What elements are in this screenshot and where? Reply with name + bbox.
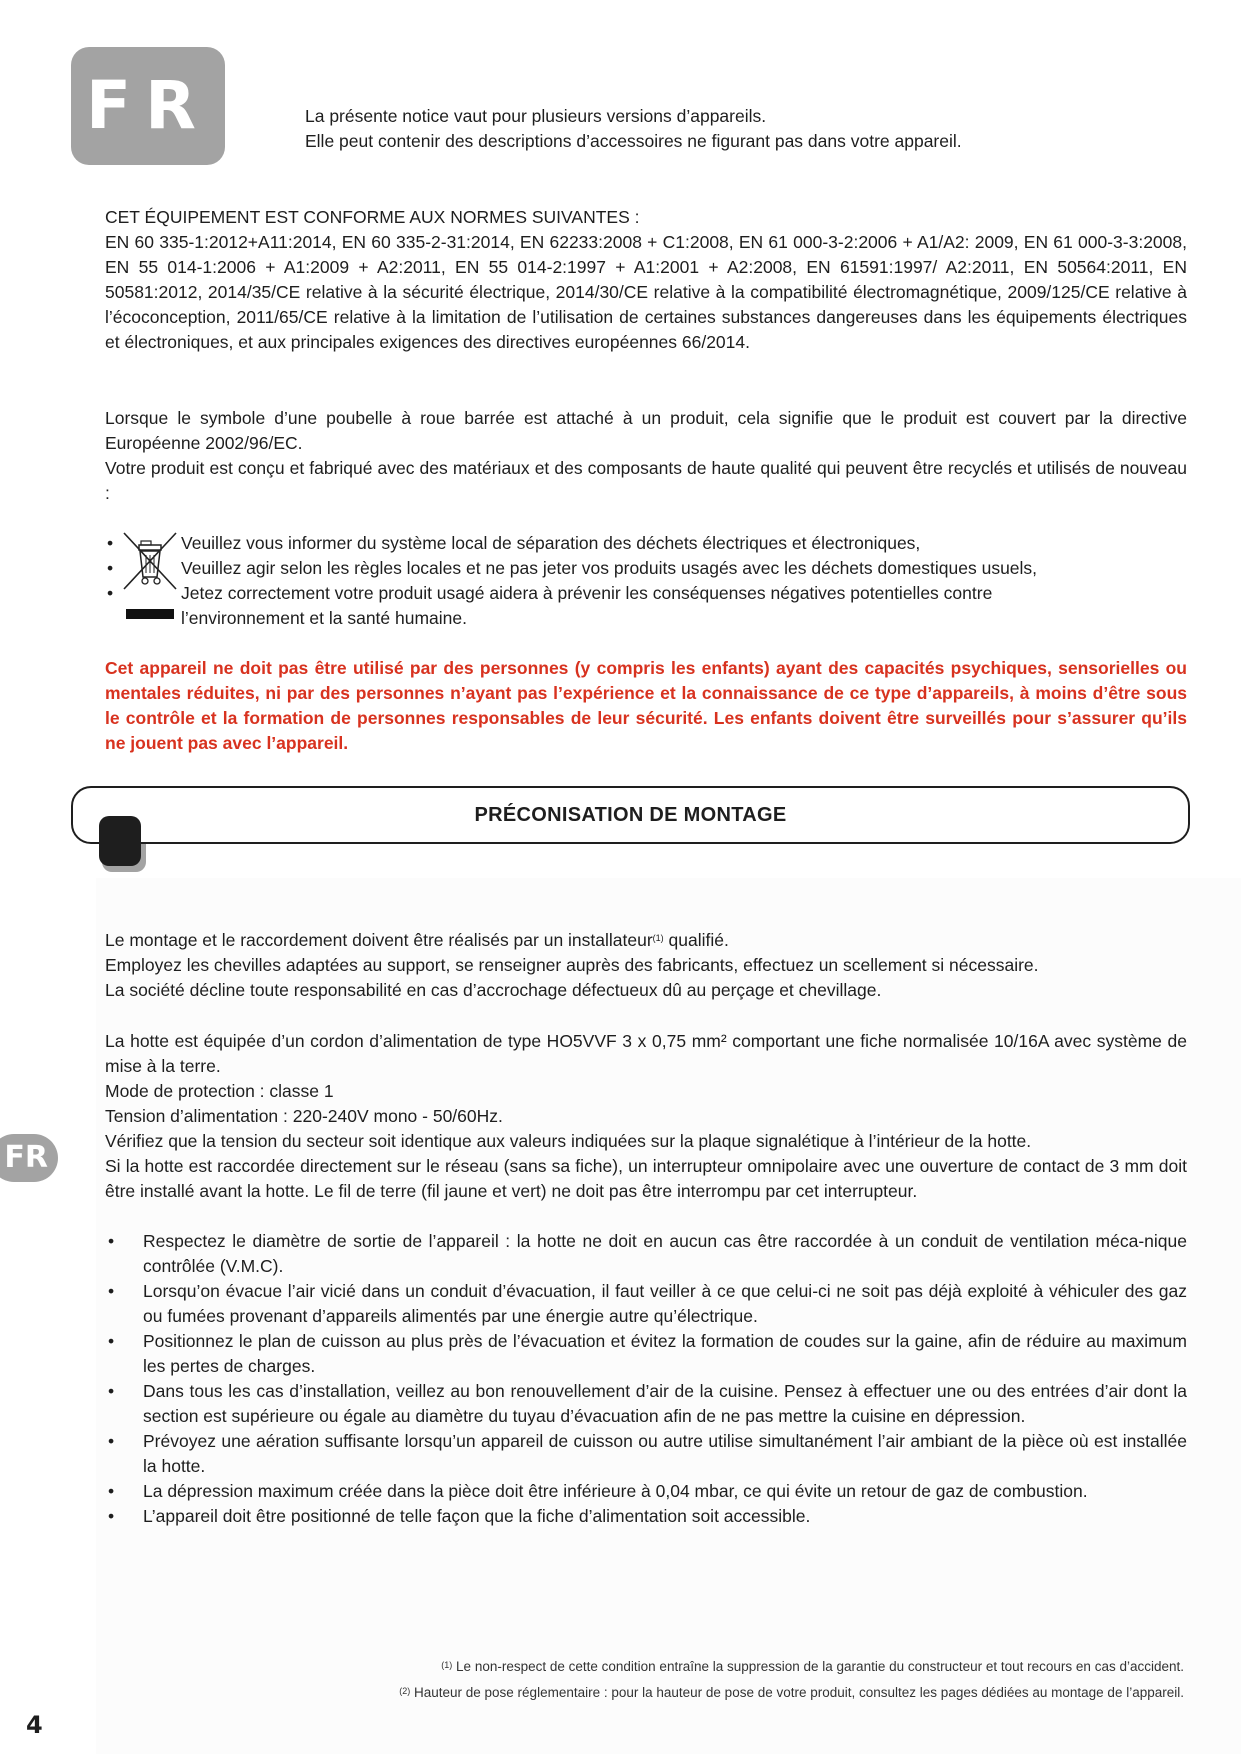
- side-language-tab: FR: [0, 1134, 58, 1182]
- power-line: Vérifiez que la tension du secteur soit identique aux valeurs indiquées sur la plaque signalétique à l’intérieur de la hotte.: [105, 1131, 1032, 1151]
- installation-line: La société décline toute responsabilité en cas d’accrochage défectueux dû au perçage et chevillage.: [105, 980, 882, 1000]
- weee-list: [105, 531, 1105, 631]
- recommendation-item: • Respectez le diamètre de sortie de l’appareil : la hotte ne doit en aucun cas être raccordée à un conduit de ventilation méca-nique contrôlée (V.M.C).: [108, 1231, 1187, 1276]
- page-number: 4: [26, 1711, 43, 1739]
- section-tab-marker: [99, 816, 141, 866]
- norms-heading: CET ÉQUIPEMENT EST CONFORME AUX NORMES SUIVANTES :: [105, 207, 640, 227]
- power-paragraph: La hotte est équipée d’un cordon d’alimentation de type HO5VVF 3 x 0,75 mm² comportant une fiche normalisée 10/16A avec système de mise à la terre.: [105, 1031, 1187, 1076]
- norms-text: EN 60 335-1:2012+A11:2014, EN 60 335-2-31:2014, EN 62233:2008 + C1:2008, EN 61 000-3-2:2006 + A1/A2: 2009, EN 61 000-3-3:2008, EN 55 014-1:2006 + A1:2009 + A2:2011, EN 55 014-2:1997 + A1:2001 + A2:2008, EN 61591:1997/ A2:2011, EN 50564:2011, EN 50581:2012, 2014/35/CE relative à la sécurité électrique, 2014/30/CE relative à la compatibilité électromagnétique, 2009/125/CE relative à l’écoconception, 2011/65/CE relative à la limitation de l’utilisation de certaines substances dangereuses dans les équipements électriques et électroniques, et aux principales exigences des directives européennes 66/2014.: [105, 232, 1187, 352]
- weee-section: [105, 406, 1187, 506]
- footnotes: [399, 1654, 1184, 1706]
- recommendation-item: • La dépression maximum créée dans la pièce doit être inférieure à 0,04 mbar, ce qui évite un retour de gaz de combustion.: [108, 1481, 1088, 1501]
- intro-line: La présente notice vaut pour plusieurs versions d’appareils.: [305, 106, 767, 126]
- crossed-out-wheelie-bin-icon: [122, 531, 178, 591]
- installation-notes: [105, 928, 1187, 1003]
- intro-line: Elle peut contenir des descriptions d’accessoires ne figurant pas dans votre appareil.: [305, 131, 962, 151]
- installation-line: Le montage et le raccordement doivent être réalisés par un installateur$^{(1)}$ qualifié.: [105, 930, 729, 950]
- section-header: [71, 786, 1190, 844]
- safety-warning: Cet appareil ne doit pas être utilisé par des personnes (y compris les enfants) ayant des capacités psychiques, sensorielles ou mentales réduites, ni par des personnes n’ayant pas l’expérience et la connaissance de ce type d’appareils, à moins d’être sous le contrôle et la formation de personnes responsables de leur sécurité. Les enfants doivent être surveillés pour s’assurer qu’ils ne jouent pas avec l’appareil.: [105, 658, 1187, 753]
- installation-recommendations: [105, 1229, 1187, 1529]
- power-line: Mode de protection : classe 1: [105, 1081, 334, 1101]
- power-line: Tension d’alimentation : 220-240V mono - 50/60Hz.: [105, 1106, 503, 1126]
- weee-list-item: l’environnement et la santé humaine.: [181, 608, 468, 628]
- footnote-ref: (1): [652, 933, 664, 943]
- recommendation-item: • Positionnez le plan de cuisson au plus près de l’évacuation et évitez la formation de coudes sur la gaine, afin de réduire au maximum les pertes de charges.: [108, 1331, 1187, 1376]
- weee-paragraph: Lorsque le symbole d’une poubelle à roue barrée est attaché à un produit, cela signifie que le produit est couvert par la directive Européenne 2002/96/EC.: [105, 408, 1187, 453]
- language-badge: FR: [71, 47, 225, 165]
- installation-line: Employez les chevilles adaptées au support, se renseigner auprès des fabricants, effectuez un scellement si nécessaire.: [105, 955, 1039, 975]
- weee-list-item: • Veuillez vous informer du système local de séparation des déchets électriques et électroniques,: [107, 533, 921, 553]
- weee-list-item: • Veuillez agir selon les règles locales et ne pas jeter vos produits usagés avec les déchets domestiques usuels,: [107, 558, 1038, 578]
- intro-notice: [305, 104, 962, 154]
- norms-section: [105, 205, 1187, 355]
- footnote: $^{(1)}$ Le non-respect de cette condition entraîne la suppression de la garantie du constructeur et tout recours en cas d’accident.: [441, 1659, 1184, 1674]
- weee-black-bar: [126, 609, 174, 619]
- recommendation-item: • L’appareil doit être positionné de telle façon que la fiche d’alimentation soit accessible.: [108, 1506, 811, 1526]
- power-paragraph: Si la hotte est raccordée directement sur le réseau (sans sa fiche), un interrupteur omnipolaire avec une ouverture de contact de 3 mm doit être installé avant la hotte. Le fil de terre (fil jaune et vert) ne doit pas être interrompu par cet interrupteur.: [105, 1156, 1187, 1201]
- section-title: PRÉCONISATION DE MONTAGE: [474, 804, 787, 826]
- recommendation-item: • Dans tous les cas d’installation, veillez au bon renouvellement d’air de la cuisine. Pensez à effectuer une ou des entrées d’air dont la section est supérieure ou égale au diamètre du tuyau d’évacuation afin de ne pas mettre la cuisine en dépression.: [108, 1381, 1187, 1426]
- power-supply-notes: [105, 1029, 1187, 1204]
- recommendation-item: • Lorsqu’on évacue l’air vicié dans un conduit d’évacuation, il faut veiller à ce que celui-ci ne soit pas déjà exploité à véhiculer des gaz ou fumées provenant d’appareils alimentés par une énergie autre qu’électrique.: [108, 1281, 1187, 1326]
- recommendation-item: • Prévoyez une aération suffisante lorsqu’un appareil de cuisson ou autre utilise simultanément l’air ambiant de la pièce où est installée la hotte.: [108, 1431, 1187, 1476]
- footnote: $^{(2)}$ Hauteur de pose réglementaire : pour la hauteur de pose de votre produit, consultez les pages dédiées au montage de l’appareil.: [399, 1685, 1184, 1700]
- weee-paragraph: Votre produit est conçu et fabriqué avec des matériaux et des composants de haute qualité qui peuvent être recyclés et utilisés de nouveau :: [105, 458, 1187, 503]
- weee-list-item: • Jetez correctement votre produit usagé aidera à prévenir les conséquenses négatives potentielles contre: [107, 583, 993, 603]
